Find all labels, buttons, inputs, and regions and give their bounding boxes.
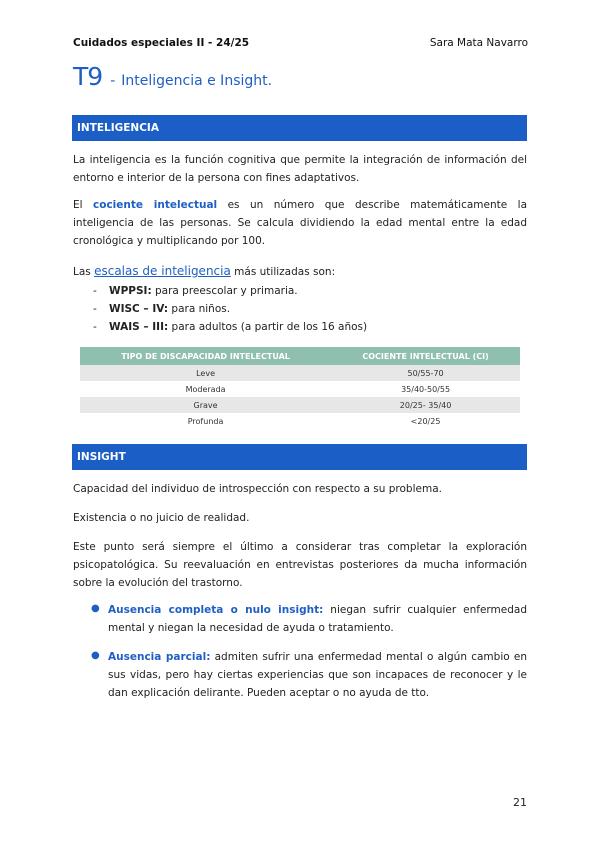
table-cell: 35/40-50/55	[401, 384, 451, 394]
ci-post: es un número que describe matemáticamente la inteligencia de las personas. Se calcula dividiendo la edad mental entre la edad cronológica y multiplicando por 100.	[73, 199, 528, 247]
insight-bullet	[108, 648, 527, 702]
table-cell: <20/25	[410, 416, 441, 426]
scale-desc: para adultos (a partir de los 16 años)	[168, 321, 368, 333]
bullet-text: admiten sufrir una enfermedad mental o algún cambio en sus vidas, pero hay ciertas experiencias que son incapaces de reconocer y le dan explicación delirante. Pueden aceptar o no ayuda de tto.	[108, 651, 527, 699]
table-header-row	[80, 347, 520, 365]
ci-term: cociente intelectual	[93, 199, 218, 211]
section-heading-insight: INSIGHT	[72, 444, 527, 470]
insight-definition: Capacidad del individuo de introspección con respecto a su problema.	[73, 483, 442, 495]
table-header-cell: TIPO DE DISCAPACIDAD INTELECTUAL	[80, 347, 331, 365]
ci-definition	[73, 196, 527, 250]
table-row	[80, 413, 520, 429]
scales-pre: Las	[73, 266, 95, 278]
bullet-term: Ausencia completa o nulo insight:	[108, 604, 324, 616]
page-title	[73, 62, 272, 91]
scale-item	[93, 300, 230, 318]
table-row	[80, 381, 520, 397]
topic-subtitle: Inteligencia e Insight.	[121, 73, 273, 89]
bullet-icon: ●	[91, 603, 100, 614]
bullet-text: niegan sufrir cualquier enfermedad mental y niegan la necesidad de ayuda o tratamiento.	[108, 604, 527, 634]
scale-item	[93, 318, 367, 336]
scales-link[interactable]: escalas de inteligencia	[94, 264, 231, 278]
table-cell: 50/55-70	[331, 365, 520, 381]
page-number: 21	[513, 796, 527, 809]
insight-bullet	[108, 601, 527, 637]
section-heading-inteligencia: INTELIGENCIA	[72, 115, 527, 141]
header-course-title: Cuidados especiales II - 24/25	[73, 37, 250, 49]
table-cell: Leve	[80, 365, 331, 381]
scale-desc: para preescolar y primaria.	[151, 285, 298, 297]
table-cell: Profunda	[187, 416, 224, 426]
table-row	[80, 397, 520, 413]
bullet-term: Ausencia parcial:	[108, 651, 211, 663]
header-author: Sara Mata Navarro	[429, 37, 528, 49]
scale-desc: para niños.	[168, 303, 231, 315]
inteligencia-definition: La inteligencia es la función cognitiva que permite la integración de información del entorno e interior de la persona con fines adaptativos.	[73, 154, 527, 184]
table-header-cell: COCIENTE INTELECTUAL (CI)	[331, 347, 520, 365]
scales-post: más utilizadas son:	[230, 266, 336, 278]
table-cell: Grave	[80, 397, 331, 413]
dash-marker: -	[93, 321, 97, 333]
bullet-icon: ●	[91, 650, 100, 661]
scales-intro	[73, 262, 527, 281]
dash-marker: -	[93, 303, 97, 315]
iq-classification-table	[80, 347, 520, 429]
scale-item	[93, 282, 298, 300]
table-cell: Moderada	[185, 384, 226, 394]
insight-evaluation: Este punto será siempre el último a considerar tras completar la exploración psicopatológica. Su reevaluación en entrevistas posteriores da mucha información sobre la evolución del trastorno.	[73, 541, 527, 589]
topic-number: T9	[73, 62, 103, 91]
table-cell: 20/25- 35/40	[331, 397, 520, 413]
scale-name: WPPSI:	[109, 285, 152, 297]
insight-reality-judgment: Existencia o no juicio de realidad.	[73, 512, 250, 524]
table-row	[80, 365, 520, 381]
title-dash: -	[110, 73, 116, 89]
scale-name: WAIS – III:	[109, 321, 169, 333]
dash-marker: -	[93, 285, 97, 297]
scale-name: WISC – IV:	[109, 303, 169, 315]
ci-pre: El	[73, 199, 94, 211]
